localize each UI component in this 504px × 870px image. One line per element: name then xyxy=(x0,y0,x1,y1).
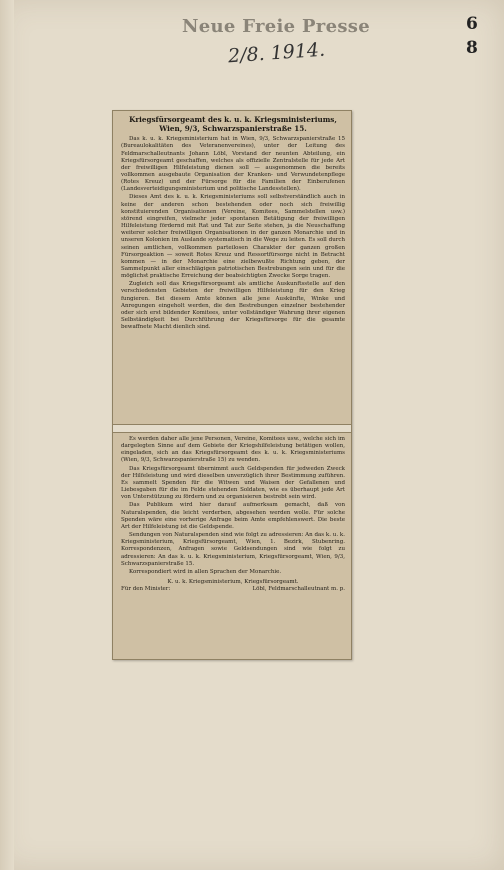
clipping-paragraph: Das Kriegsfürsorgeamt übernimmt auch Geldspenden für jedweden Zweck der Hilfeleistung und wird dieselben unverzüglich ihrer Bestimmung zuführen. Es sammelt Spenden für die Witwen und Waisen der Gefallenen und Liebesgaben für die im Felde stehenden Soldaten, wie es überhaupt jede Art von Unterstützung zu fördern und zu organisieren bestrebt sein wird. xyxy=(121,465,345,501)
clipping-paragraph: Sendungen von Naturalspenden sind wie folgt zu adressieren: An das k. u. k. Kriegsministerium, Kriegsfürsorgeamt, Wien, 1. Bezirk, Stubenring. Korrespondenzen, Anfragen sowie Geldsendungen sind wie folgt zu adressieren: An das k. u. k. Kriegsministerium, Kriegsfürsorgeamt, Wien, 9/3, Schwarzspanierstraße 15. xyxy=(121,532,345,567)
clipping-paragraph: Zugleich soll das Kriegsfürsorgeamt als amtliche Auskunftsstelle auf den verschiedensten Gebieten der freiwilligen Hilfeleistung für den Krieg fungieren. Bei diesem Amte können alle jene Auskünfte, Winke und Anregungen eingeholt werden, die den Bestrebungen einzelner bestehender oder sich erst bildender Komitees, unter vollständiger Wahrung ihrer eigenen Selbständigkeit bei Durchführung der Kriegsfürsorge für die gesamte bewaffnete Macht dienlich sind. xyxy=(121,281,345,331)
clipping-paragraph: Dieses Amt des k. u. k. Kriegsministeriums soll selbstverständlich auch in keine der anderen schon bestehenden oder noch sich freiwillig konstituierenden Organisationen (Vereine, Komitees, Sammelstellen usw.) störend eingreifen, vielmehr jeder spontanen Betätigung der freiwilligen Hilfeleistung fördernd mit Rat und Tat zur Seite stehen, ja die Neuschaffung weiterer solcher freiwilligen Organisationen in der ganzen Monarchie und in unseren Kolonien im Auslande systematisch in die Wege zu leiten. Es soll durch seinen amtlichen, vollkommen parteilosen Charakter der ganzen großen Fürsorgeaktion — soweit Rotes Kreuz und Ressortfürsorge nicht in Betracht kommen — in der Monarchie eine zielbewußte Richtung geben, der Sammelpunkt aller einschlägigen patriotischen Bestrebungen sein und für die möglichst praktische Erreichung der beabsichtigten Zwecke Sorge tragen. xyxy=(121,194,345,280)
clipping-paragraph: Es werden daher alle jene Personen, Vereine, Komitees usw., welche sich im dargelegten Sinne auf dem Gebiete der Kriegshilfeleistung betätigen wollen, eingeladen, sich an das Kriegsfürsorgeamt des k. u. k. Kriegsministeriums (Wien, 9/3, Schwarzspanierstraße 15) zu wenden. xyxy=(121,436,345,464)
page-number-top: 6 xyxy=(466,14,478,34)
page-number-bottom: 8 xyxy=(466,38,478,58)
page-edge xyxy=(0,0,14,870)
newspaper-title: Neue Freie Presse xyxy=(182,16,370,37)
clipping-paragraph: Das Publikum wird hier darauf aufmerksam gemacht, daß von Naturalspenden, die leicht verderben, abgesehen werden wolle. Für solche Spenden wäre eine vorherige Anfrage beim Amte empfehlenswert. Die beste Art der Hilfeleistung ist die Geldspende. xyxy=(121,502,345,530)
handwritten-date: 2/8. 1914. xyxy=(227,38,326,68)
signature-name: Löbl, Feldmarschalleutnant m. p. xyxy=(252,586,345,593)
clipping-paragraph: Das k. u. k. Kriegsministerium hat in Wien, 9/3, Schwarzspanierstraße 15 (Bureaulokalitäten des Veteranenvereines), unter der Leitung des Feldmarschalleutnants Johann Löbl, Vorstand der neunten Abteilung, ein Kriegsfürsorgeamt geschaffen, welches als offizielle Zentralstelle für jede Art der freiwilligen Hilfeleistung dienen soll — ausgenommen die bereits vollkommen ausgebaute Organisation der Kranken- und Verwundetenpflege (Rotes Kreuz) und der Fürsorge für die Familien der Einberufenen (Landesverteidigungsministerium und politische Landesstellen). xyxy=(121,136,345,193)
clipping-part-one xyxy=(113,111,351,424)
signature-for: Für den Minister: xyxy=(121,586,171,593)
signature-block xyxy=(121,579,345,593)
newspaper-clipping xyxy=(112,110,352,660)
clipping-part-two xyxy=(113,431,351,659)
clipping-heading: Kriegsfürsorgeamt des k. u. k. Kriegsministeriums, Wien, 9/3, Schwarzspanierstraße 15. xyxy=(129,115,337,133)
clipping-paragraph: Korrespondiert wird in allen Sprachen der Monarchie. xyxy=(129,568,282,575)
signature-office: K. u. k. Kriegsministerium, Kriegsfürsorgeamt. xyxy=(167,578,299,585)
signature-line xyxy=(121,586,345,593)
